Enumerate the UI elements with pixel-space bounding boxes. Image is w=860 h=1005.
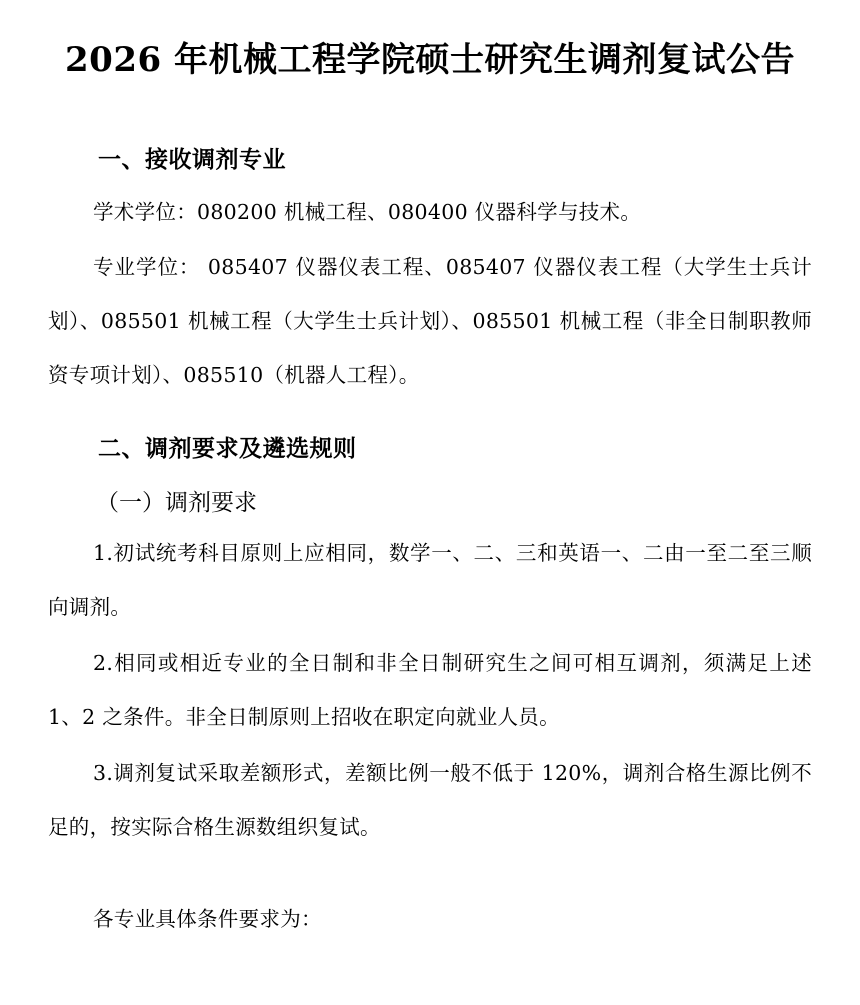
- conditions-intro: 各专业具体条件要求为：: [93, 907, 322, 931]
- requirement-item-1: 1.初试统考科目原则上应相同，数学一、二、三和英语一、二由一至二至三顺向调剂。: [48, 541, 812, 619]
- academic-degree-paragraph: 学术学位：080200 机械工程、080400 仪器科学与技术。: [93, 200, 642, 224]
- section-heading-accepted-majors: 一、接收调剂专业: [98, 146, 286, 173]
- requirement-item-2: 2.相同或相近专业的全日制和非全日制研究生之间可相互调剂，须满足上述 1、2 之条件。非全日制原则上招收在职定向就业人员。: [48, 651, 812, 729]
- document-title: 2026 年机械工程学院硕士研究生调剂复试公告: [65, 40, 795, 80]
- requirement-item-3: 3.调剂复试采取差额形式，差额比例一般不低于 120%，调剂合格生源比例不足的，按实际合格生源数组织复试。: [48, 761, 812, 839]
- section-heading-requirements: 二、调剂要求及遴选规则: [98, 435, 357, 462]
- subsection-heading-requirements: （一）调剂要求: [96, 490, 257, 516]
- professional-degree-paragraph: 专业学位： 085407 仪器仪表工程、085407 仪器仪表工程（大学生士兵计划）、085501 机械工程（大学生士兵计划）、085501 机械工程（非全日制职教师资专项计划）、085510（机器人工程）。: [48, 255, 812, 387]
